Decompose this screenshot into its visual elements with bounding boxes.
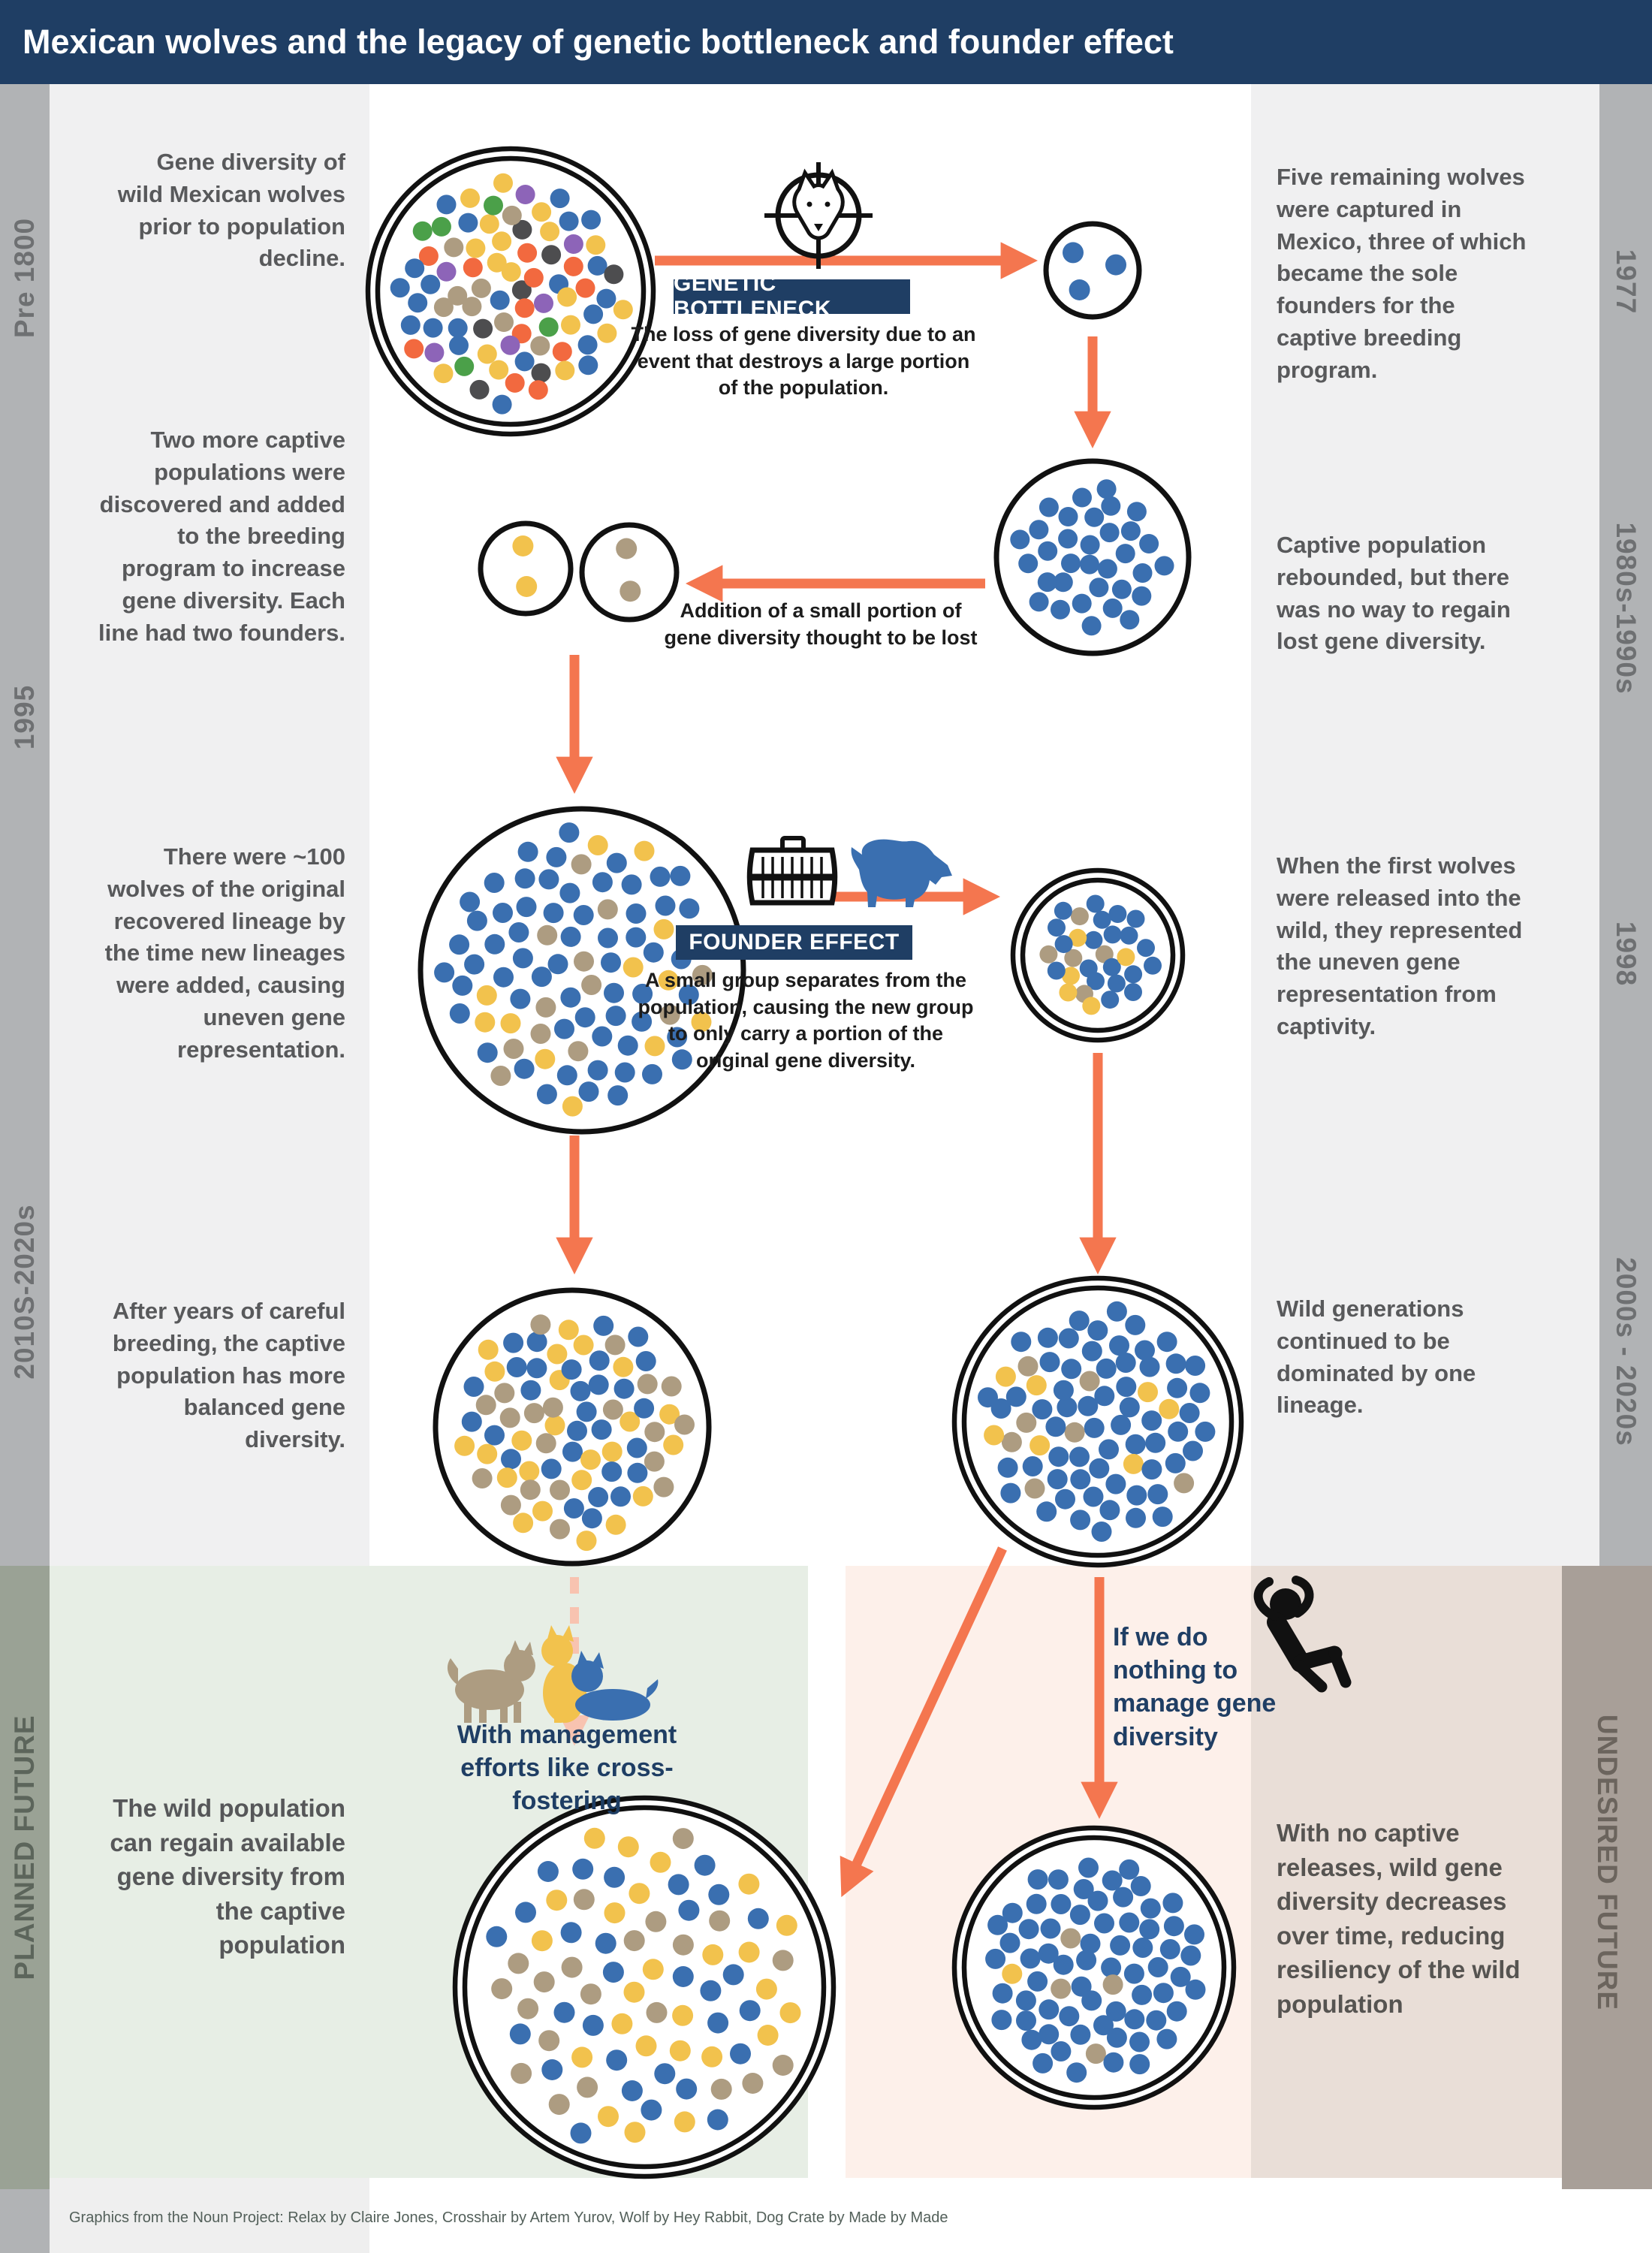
planned-future-text: The wild population can regain available gene diversity from the captive population bbox=[110, 1794, 345, 1959]
population-captive-rebound bbox=[996, 461, 1189, 653]
population-released-wolves bbox=[1013, 870, 1183, 1040]
population-lineage-a bbox=[481, 523, 571, 614]
page-title: Mexican wolves and the legacy of genetic bottleneck and founder effect bbox=[23, 23, 1174, 61]
timeline-label-1995: 1995 bbox=[9, 684, 40, 750]
note-rebound: Captive population rebounded, but there was no way to regain lost gene diversity. bbox=[1277, 532, 1511, 655]
founder-effect-label: FOUNDER EFFECT bbox=[676, 925, 912, 960]
note-dominated: Wild generations continued to be dominated by one lineage. bbox=[1277, 1295, 1476, 1419]
timeline-label-planned-future: PLANNED FUTURE bbox=[9, 1715, 40, 1980]
population-bottleneck-survivors bbox=[1046, 224, 1139, 317]
timeline-label-undesired-future: UNDESIRED FUTURE bbox=[1592, 1714, 1623, 2011]
note-released: When the first wolves were released into the wild, they represented the uneven gene representation from captivity. bbox=[1277, 852, 1523, 1039]
wolf-in-crosshair-icon bbox=[764, 162, 873, 269]
timeline-label-1977: 1977 bbox=[1611, 249, 1641, 315]
footer-credit: Graphics from the Noun Project: Relax by Claire Jones, Crosshair by Artem Yurov, Wolf by Hey Rabbit, Dog Crate by Made by Made bbox=[69, 2209, 948, 2226]
note-1977: Five remaining wolves were captured in Mexico, three of which became the sole founders for the captive breeding program. bbox=[1277, 164, 1527, 383]
dog-crate-icon bbox=[747, 838, 837, 903]
note-100-wolves: There were ~100 wolves of the original recovered lineage by the time new lineages were added, causing uneven gene representation. bbox=[104, 843, 345, 1063]
timeline-label-1980s: 1980s-1990s bbox=[1611, 522, 1641, 695]
timeline-label-2010s: 2010S-2020s bbox=[9, 1204, 40, 1380]
population-circles bbox=[368, 149, 1241, 2176]
addition-note: Addition of a small portion of gene diversity thought to be lost bbox=[664, 599, 978, 649]
wolf-pups-icon bbox=[448, 1625, 658, 1723]
population-pre-1800-wild bbox=[368, 149, 653, 434]
nothing-note: If we do nothing to manage gene diversity bbox=[1113, 1623, 1277, 1751]
population-wild-dominated bbox=[954, 1278, 1241, 1565]
population-undesired-future-wild bbox=[954, 1828, 1234, 2107]
timeline-label-pre1800: Pre 1800 bbox=[9, 217, 40, 339]
genetic-bottleneck-label: GENETIC BOTTLENECK bbox=[674, 279, 910, 314]
population-planned-future-wild bbox=[455, 1798, 834, 2176]
timeline-label-2000s: 2000s - 2020s bbox=[1611, 1257, 1641, 1446]
note-balanced: After years of careful breeding, the captive population has more balanced gene diversity. bbox=[112, 1298, 345, 1453]
management-note: With management efforts like cross-fostering bbox=[457, 1721, 677, 1816]
timeline-label-1998: 1998 bbox=[1611, 921, 1641, 987]
note-pre1800: Gene diversity of wild Mexican wolves prior to population decline. bbox=[117, 149, 345, 272]
note-1995: Two more captive populations were discovered and added to the breeding program to increase gene diversity. Each line had two founders. bbox=[98, 427, 345, 646]
undesired-future-text: With no captive releases, wild gene diversity decreases over time, reducing resiliency of the wild population bbox=[1277, 1819, 1521, 2018]
population-balanced-captive bbox=[436, 1290, 709, 1564]
founder-effect-description: A small group separates from the population, causing the new group to only carry a portion of the original gene diversity. bbox=[638, 969, 974, 1072]
cross-foster-diagonal-arrow bbox=[855, 1549, 1002, 1868]
genetic-bottleneck-description: The loss of gene diversity due to an event that destroys a large portion of the population. bbox=[631, 323, 976, 400]
